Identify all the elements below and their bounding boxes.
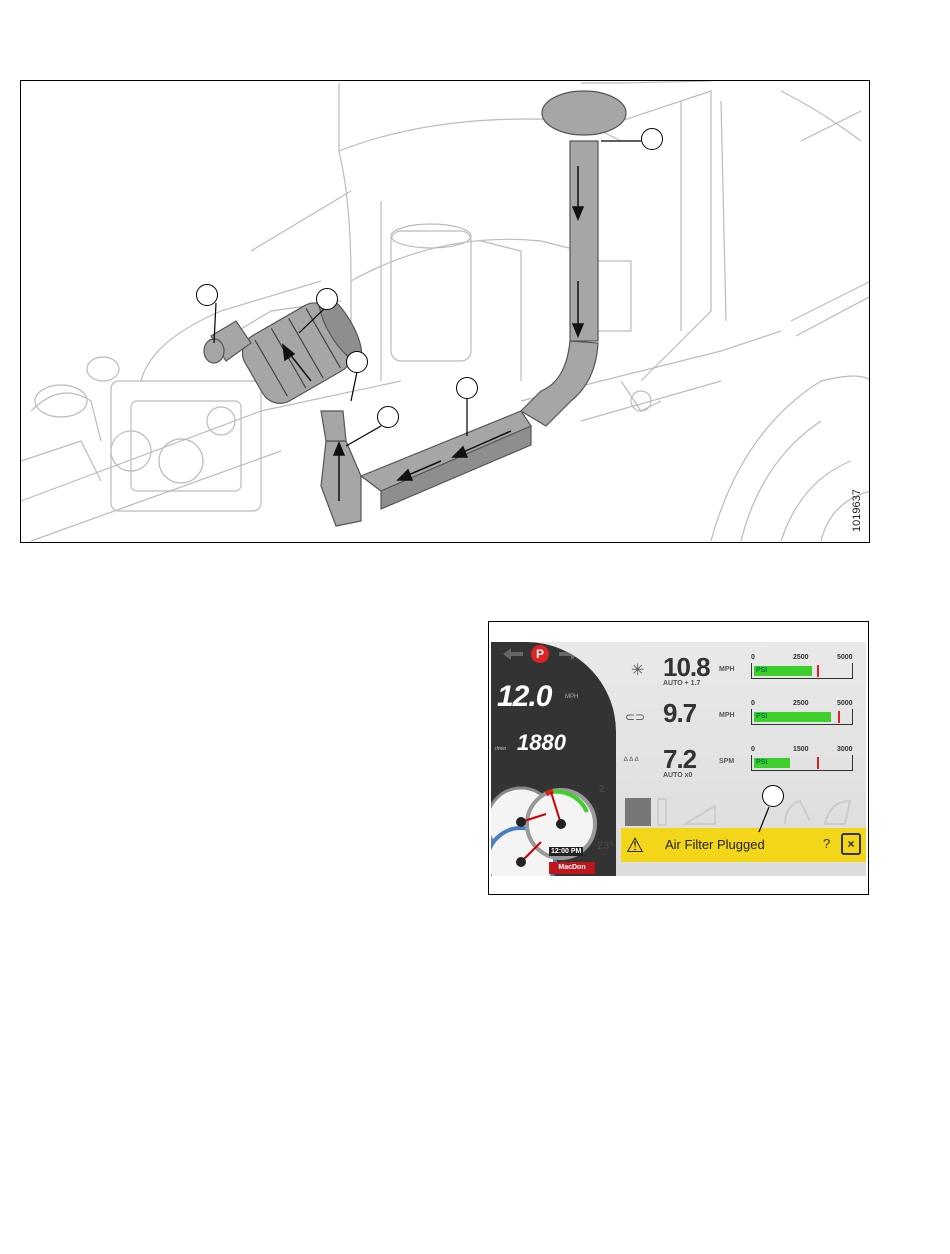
scale-max: 3000	[837, 746, 853, 753]
reel-icon: ✳	[631, 662, 645, 679]
ambient-temperature: 23°	[597, 840, 614, 852]
engine-speed-value: 1880	[517, 730, 566, 755]
bar-frame	[751, 709, 853, 725]
draper-icon: ⊂⊃	[625, 710, 646, 724]
draper-speed-row	[623, 698, 863, 738]
cab-display-screen	[491, 642, 866, 876]
park-brake-indicator: P	[531, 645, 549, 663]
reel-speed-row	[623, 652, 863, 692]
alert-help-button[interactable]: ?	[823, 836, 831, 851]
callout-precleaner	[641, 128, 663, 150]
callout-air-filter	[316, 288, 338, 310]
ground-speed-unit: MPH	[565, 694, 579, 700]
engine-speed-unit: r/min	[495, 746, 507, 752]
ground-speed-value: 12.0	[497, 680, 552, 713]
bar-fill	[754, 666, 812, 676]
brand-logo: MacDon	[549, 862, 595, 874]
bar-fill	[754, 758, 790, 768]
bar-label: PSI	[756, 713, 768, 720]
header-height-icons	[625, 796, 861, 826]
bar-frame	[751, 755, 853, 771]
air-intake-illustration	[20, 80, 870, 543]
alert-message: Air Filter Plugged	[665, 837, 765, 852]
knife-speed-sub: AUTO x0	[663, 772, 693, 779]
bar-frame	[751, 663, 853, 679]
turn-left-icon	[503, 648, 523, 660]
callout-inlet-elbow	[196, 284, 218, 306]
callout-intake-duct	[456, 377, 478, 399]
alert-close-button[interactable]: ×	[841, 833, 861, 855]
scale-max: 5000	[837, 654, 853, 661]
scale-min: 0	[751, 746, 755, 753]
scale-mid: 1500	[793, 746, 809, 753]
knife-speed-value: 7.2	[663, 744, 697, 774]
reel-speed-value: 10.8	[663, 652, 710, 682]
height-icons-graphics	[625, 796, 861, 826]
scale-mid: 2500	[793, 654, 809, 661]
callout-display-alert	[762, 785, 784, 807]
draper-speed-value: 9.7	[663, 698, 697, 728]
bar-label: PSI	[756, 667, 768, 674]
knife-icon: ᐞᐞᐞ	[623, 756, 640, 767]
bar-limit-mark	[817, 757, 819, 769]
figure-id: 1019637	[851, 489, 863, 532]
reel-pressure-bar	[751, 654, 855, 680]
scale-mid: 2500	[793, 700, 809, 707]
air-filter-alert-banner	[621, 828, 866, 862]
scale-min: 0	[751, 700, 755, 707]
knife-pressure-bar	[751, 746, 855, 772]
bar-label: PSI	[756, 759, 768, 766]
reel-speed-sub: AUTO + 1.7	[663, 680, 701, 687]
engine-line-drawing	[21, 81, 870, 543]
clock: 12:00 PM	[551, 848, 582, 855]
warning-triangle-icon: ⚠	[626, 834, 644, 857]
scale-min: 0	[751, 654, 755, 661]
bar-limit-mark	[838, 711, 840, 723]
callout-restriction-sensor	[346, 351, 368, 373]
cab-display-figure	[488, 621, 869, 895]
knife-speed-row	[623, 744, 863, 784]
bar-fill	[754, 712, 831, 722]
draper-speed-unit: MPH	[719, 712, 735, 719]
turn-right-icon	[559, 648, 579, 660]
reel-speed-unit: MPH	[719, 666, 735, 673]
gear-indicator: 2	[599, 784, 605, 795]
callout-hose	[377, 406, 399, 428]
draper-pressure-bar	[751, 700, 855, 726]
bar-limit-mark	[817, 665, 819, 677]
scale-max: 5000	[837, 700, 853, 707]
knife-speed-unit: SPM	[719, 758, 735, 765]
